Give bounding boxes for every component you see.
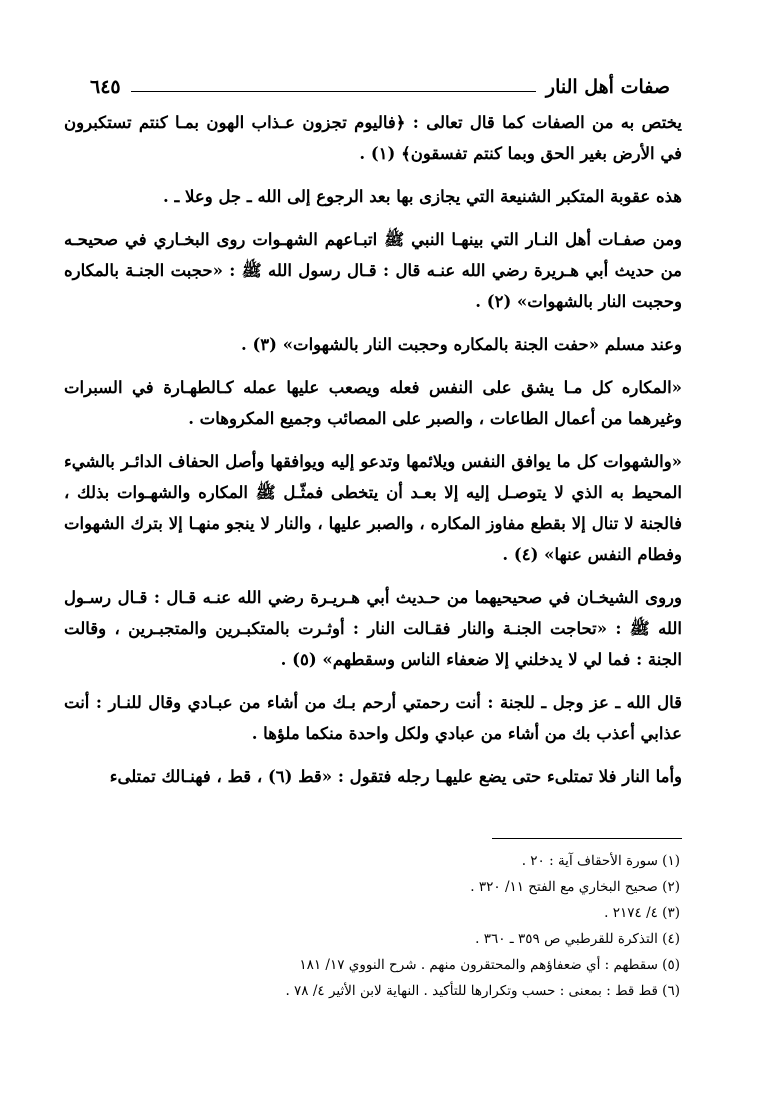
paragraph: ومن صفـات أهل النـار التي بينهـا النبي ﷺ اتبـاعهم الشهـوات روى البخـاري في صحيحـه من حديث أبي هـريرة رضي الله عنـه قال : قـال رسول الله ﷺ : «حجبت الجنـة بالمكاره وحجبت النار بالشهوات» (٢) . xyxy=(64,230,682,311)
paragraph: وروى الشيخـان في صحيحيهما من حـديث أبي هـريـرة رضي الله عنـه قـال : قـال رسـول الله ﷺ : «تحاجت الجنـة والنار فقـالت النار : أوثـرت بالمتكبـرين والمتجبـرين ، وقالت الجنة : فما لي لا يدخلني إلا ضعفاء الناس وسقطهم» (٥) . xyxy=(64,588,682,669)
footnote: (٦) قط قط : بمعنى : حسب وتكرارها للتأكيد . النهاية لابن الأثير ٤/ ٧٨ . xyxy=(285,983,680,999)
paragraph: وعند مسلم «حفت الجنة بالمكاره وحجبت النار بالشهوات» (٣) . xyxy=(241,335,682,354)
footnote: (٢) صحيح البخاري مع الفتح ١١/ ٣٢٠ . xyxy=(470,879,680,895)
paragraph: وأما النار فلا تمتلىء حتى يضع عليهـا رجله فتقول : «قط (٦) ، قط ، فهنـالك تمتلىء xyxy=(109,767,682,786)
footnote: (٤) التذكرة للقرطبي ص ٣٥٩ ـ ٣٦٠ . xyxy=(475,931,680,947)
footnotes xyxy=(100,848,680,1004)
paragraph: «والشهوات كل ما يوافق النفس ويلائمها وتدعو إليه ويوافقها وأصل الحفاف الدائـر بالشيء المحيط به الذي لا يتوصـل إليه إلا بعـد أن يتخطى فمثّـل ﷺ المكاره والشهـوات بذلك ، فالجنة لا تنال إلا بقطع مفاوز المكاره ، والصبر عليها ، والنار لا ينجو منهـا إلا بترك الشهوات وفطام النفس عنها» (٤) . xyxy=(64,452,682,564)
paragraph: «المكاره كل مـا يشق على النفس فعله ويصعب عليها عمله كـالطهـارة في السبرات وغيرهما من أعمال الطاعات ، والصبر على المصائب وجميع المكروهات . xyxy=(64,378,682,428)
paragraph: هذه عقوبة المتكبر الشنيعة التي يجازى بها بعد الرجوع إلى الله ـ جل وعلا ـ . xyxy=(162,187,682,206)
chapter-title: صفات أهل النار xyxy=(545,76,670,98)
paragraph: يختص به من الصفات كما قال تعالى : ﴿فاليوم تجزون عـذاب الهون بمـا كنتم تستكبرون في الأرض بغير الحق وبما كنتم تفسقون﴾ (١) . xyxy=(64,113,682,163)
footnote-separator xyxy=(492,838,682,839)
footnote: (٣) ٤/ ٢١٧٤ . xyxy=(604,905,680,921)
main-text xyxy=(64,107,682,804)
page-number: ٦٤٥ xyxy=(90,76,121,98)
running-header xyxy=(90,68,670,98)
footnote: (١) سورة الأحقاف آية : ٢٠ . xyxy=(521,853,680,869)
header-rule xyxy=(131,91,536,92)
footnote: (٥) سقطهم : أي ضعفاؤهم والمحتقرون منهم . شرح النووي ١٧/ ١٨١ xyxy=(299,957,680,973)
paragraph: قال الله ـ عز وجل ـ للجنة : أنت رحمتي أرحم بـك من أشاء من عبـادي وقال للنـار : أنت عذابي أعذب بك من أشاء من عبادي ولكل واحدة منكما ملؤها . xyxy=(64,693,682,743)
